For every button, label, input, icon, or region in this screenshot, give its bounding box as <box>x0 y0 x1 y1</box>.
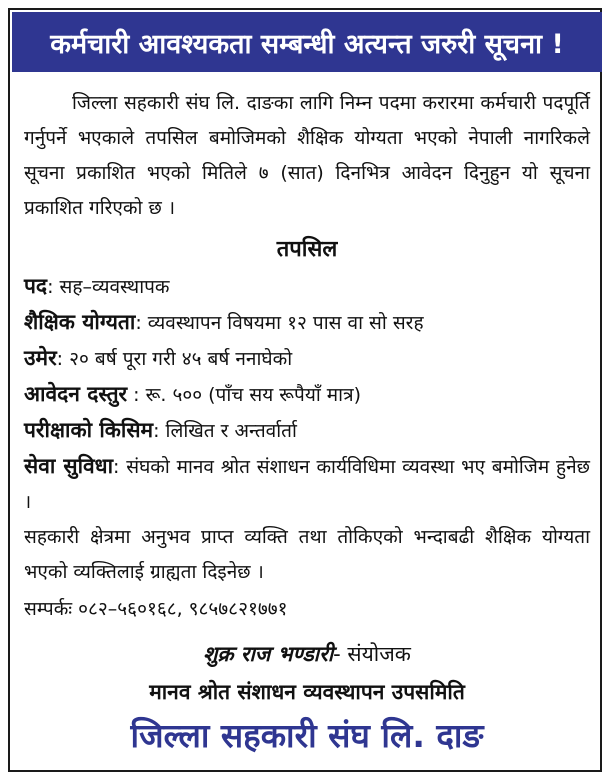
section-heading: तपसिल <box>276 237 338 262</box>
detail-age <box>24 341 590 377</box>
signer-role: - संयोजक <box>333 642 411 666</box>
notice-title: कर्मचारी आवश्यकता सम्बन्धी अत्यन्त जरुरी सूचना ! <box>12 12 602 72</box>
detail-label: पद <box>24 274 48 298</box>
intro-paragraph: जिल्ला सहकारी संघ लि. दाङका लागि निम्न पदमा करारमा कर्मचारी पदपूर्ति गर्नुपर्ने भएकाले तपसिल बमोजिमको शैक्षिक योग्यता भएको नेपाली नागरिकले सूचना प्रकाशित भएको मितिले ७ (सात) दिनभित्र आवेदन दिनुहुन यो सूचना प्रकाशित गरिएको छ । <box>24 92 590 219</box>
organization-name: जिल्ला सहकारी संघ लि. दाङ <box>130 716 484 755</box>
detail-label: परीक्षाको किसिम <box>24 418 154 442</box>
detail-value: : २० बर्ष पूरा गरी ४५ बर्ष ननाघेको <box>56 348 293 370</box>
contact-line: सम्पर्कः ०८२–५६०१६८, ९८५७८२१७७१ <box>24 598 288 620</box>
detail-qualification <box>24 305 590 341</box>
committee-name: मानव श्रोत संशाधन व्यवस्थापन उपसमिति <box>149 680 465 704</box>
detail-label: शैक्षिक योग्यता <box>24 310 136 334</box>
detail-value: : लिखित र अन्तर्वार्ता <box>153 420 297 442</box>
detail-value: : संघको मानव श्रोत संशाधन कार्यविधिमा व्यवस्था भए बमोजिम हुनेछ । <box>24 456 591 513</box>
detail-post <box>24 269 590 305</box>
preference-note: सहकारी क्षेत्रमा अनुभव प्राप्त व्यक्ति तथा तोकिएको भन्दाबढी शैक्षिक योग्यता भएको व्यक्तिलाई ग्राह्यता दिइनेछ । <box>24 526 590 583</box>
signer-name: शुक्र राज भण्डारी <box>203 642 334 666</box>
detail-value: : रू. ५०० (पाँच सय रूपैयाँ मात्र) <box>127 384 361 406</box>
detail-label: उमेर <box>24 346 57 370</box>
signer-line <box>24 640 590 668</box>
detail-label: आवेदन दस्तुर <box>24 382 128 406</box>
detail-exam-type <box>24 413 590 449</box>
detail-benefits <box>24 449 590 520</box>
detail-value: : सह–व्यवस्थापक <box>47 276 170 298</box>
detail-label: सेवा सुविधा <box>24 454 114 478</box>
notice-body <box>24 86 590 627</box>
detail-fee <box>24 377 590 413</box>
detail-value: : व्यवस्थापन विषयमा १२ पास वा सो सरह <box>135 312 424 334</box>
